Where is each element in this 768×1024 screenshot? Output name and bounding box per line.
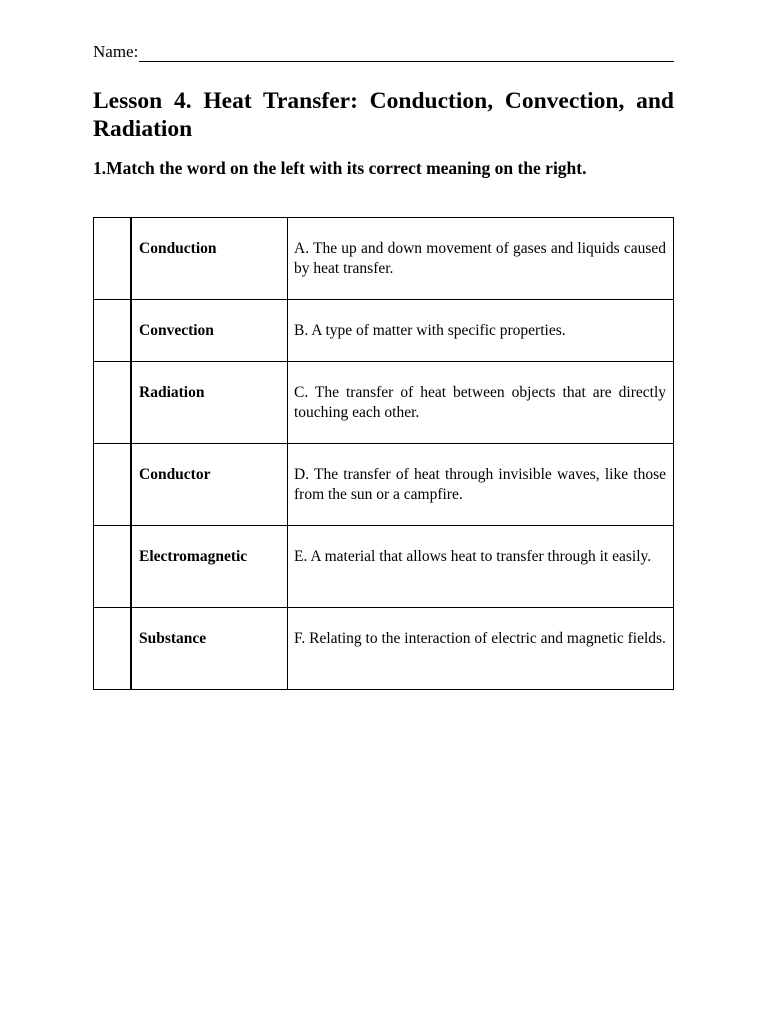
answer-blank[interactable] bbox=[94, 218, 132, 300]
term-cell bbox=[131, 218, 288, 300]
term-text: Substance bbox=[139, 630, 207, 647]
term-cell bbox=[131, 526, 288, 608]
table-row bbox=[94, 300, 674, 362]
answer-blank[interactable] bbox=[94, 300, 132, 362]
name-blank-line[interactable] bbox=[139, 44, 674, 62]
term-text: Conductor bbox=[139, 466, 211, 483]
definition-text: C. The transfer of heat between objects that are directly touching each other. bbox=[294, 384, 666, 421]
term-text: Electromagnetic bbox=[139, 548, 248, 565]
table-row bbox=[94, 362, 674, 444]
definition-cell bbox=[288, 444, 674, 526]
term-cell bbox=[131, 362, 288, 444]
definition-cell bbox=[288, 300, 674, 362]
table-row bbox=[94, 526, 674, 608]
term-text: Radiation bbox=[139, 384, 205, 401]
definition-text: A. The up and down movement of gases and liquids caused by heat transfer. bbox=[294, 240, 666, 277]
term-cell bbox=[131, 608, 288, 690]
definition-text: D. The transfer of heat through invisible waves, like those from the sun or a campfire. bbox=[294, 466, 666, 503]
answer-blank[interactable] bbox=[94, 608, 132, 690]
worksheet-page bbox=[93, 40, 674, 647]
table-row bbox=[94, 608, 674, 690]
term-text: Convection bbox=[139, 322, 214, 339]
table-row bbox=[94, 444, 674, 526]
name-label: Name: bbox=[93, 42, 139, 61]
definition-cell bbox=[288, 362, 674, 444]
name-field[interactable] bbox=[93, 40, 674, 62]
definition-cell bbox=[288, 218, 674, 300]
definition-cell bbox=[288, 526, 674, 608]
definition-text: B. A type of matter with specific properties. bbox=[294, 322, 566, 339]
definition-text: E. A material that allows heat to transfer through it easily. bbox=[294, 548, 652, 565]
table-row bbox=[94, 218, 674, 300]
answer-blank[interactable] bbox=[94, 526, 132, 608]
term-text: Conduction bbox=[139, 240, 217, 257]
definition-text: F. Relating to the interaction of electric and magnetic fields. bbox=[294, 630, 666, 647]
answer-blank[interactable] bbox=[94, 362, 132, 444]
term-cell bbox=[131, 444, 288, 526]
answer-blank[interactable] bbox=[94, 444, 132, 526]
lesson-title: Lesson 4. Heat Transfer: Conduction, Convection, and Radiation bbox=[93, 88, 674, 142]
definition-cell bbox=[288, 608, 674, 690]
instruction-text: 1.Match the word on the left with its correct meaning on the right. bbox=[93, 158, 587, 178]
term-cell bbox=[131, 300, 288, 362]
matching-table bbox=[93, 217, 674, 690]
